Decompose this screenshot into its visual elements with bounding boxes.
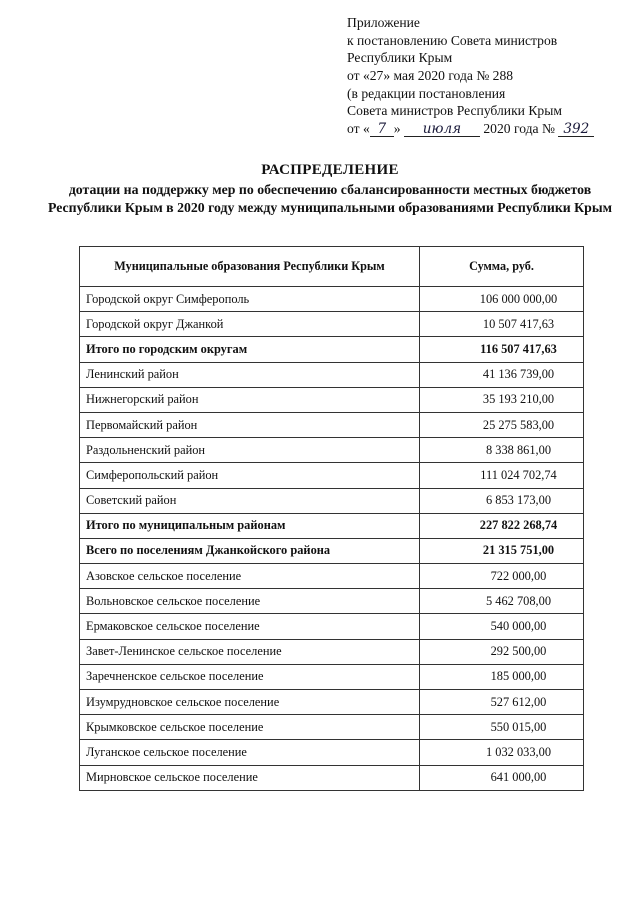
amount-cell: 10 507 417,63 [420, 312, 584, 337]
amount-cell: 550 015,00 [420, 715, 584, 740]
table-row [80, 589, 584, 614]
amount-cell: 116 507 417,63 [420, 337, 584, 362]
municipality-cell: Заречненское сельское поселение [80, 664, 420, 689]
amount-cell: 41 136 739,00 [420, 362, 584, 387]
amount-cell: 21 315 751,00 [420, 538, 584, 563]
municipality-cell: Вольновское сельское поселение [80, 589, 420, 614]
municipality-cell: Итого по городским округам [80, 337, 420, 362]
municipality-cell: Раздольненский район [80, 438, 420, 463]
header-amount: Сумма, руб. [420, 247, 584, 287]
municipality-cell: Городской округ Симферополь [80, 287, 420, 312]
table-row [80, 438, 584, 463]
date-prefix: от « [347, 121, 370, 137]
table-row [80, 740, 584, 765]
table-row [80, 715, 584, 740]
municipality-cell: Крымковское сельское поселение [80, 715, 420, 740]
document-subtitle: дотации на поддержку мер по обеспечению сбалансированности местных бюджетов Республики Крым в 2020 году между муниципальными образованиями Республики Крым [47, 182, 613, 215]
table-body [80, 287, 584, 791]
table-row [80, 463, 584, 488]
appendix-line: от «27» мая 2020 года № 288 [347, 68, 514, 84]
table-row [80, 639, 584, 664]
table-row [80, 614, 584, 639]
amount-cell: 5 462 708,00 [420, 589, 584, 614]
amount-cell: 111 024 702,74 [420, 463, 584, 488]
table-row [80, 513, 584, 538]
amount-cell: 6 853 173,00 [420, 488, 584, 513]
municipality-cell: Итого по муниципальным районам [80, 513, 420, 538]
document-title: РАСПРЕДЕЛЕНИЕ [261, 162, 399, 178]
header-municipality: Муниципальные образования Республики Крым [80, 247, 420, 287]
date-mid: » [393, 121, 404, 137]
municipality-cell: Ермаковское сельское поселение [80, 614, 420, 639]
table-row [80, 362, 584, 387]
municipality-cell: Советский район [80, 488, 420, 513]
table-row [80, 564, 584, 589]
municipality-cell: Ленинский район [80, 362, 420, 387]
municipality-cell: Луганское сельское поселение [80, 740, 420, 765]
table-row [80, 765, 584, 790]
table-row [80, 312, 584, 337]
table-header-row [80, 247, 584, 287]
municipality-cell: Мирновское сельское поселение [80, 765, 420, 790]
amount-cell: 722 000,00 [420, 564, 584, 589]
amount-cell: 292 500,00 [420, 639, 584, 664]
table-row [80, 538, 584, 563]
appendix-block [347, 14, 627, 138]
table-row [80, 488, 584, 513]
amount-cell: 35 193 210,00 [420, 387, 584, 412]
municipality-cell: Нижнегорский район [80, 387, 420, 412]
appendix-line: к постановлению Совета министров [347, 32, 558, 48]
date-suffix: 2020 года № [479, 121, 559, 137]
amount-cell: 106 000 000,00 [420, 287, 584, 312]
municipality-cell: Завет-Ленинское сельское поселение [80, 639, 420, 664]
municipality-cell: Первомайский район [80, 412, 420, 437]
appendix-line: Совета министров Республики Крым [347, 103, 562, 119]
amount-cell: 540 000,00 [420, 614, 584, 639]
amount-cell: 8 338 861,00 [420, 438, 584, 463]
municipality-cell: Изумрудновское сельское поселение [80, 690, 420, 715]
table-row [80, 690, 584, 715]
handwritten-day: 7 [370, 122, 394, 137]
handwritten-number: 392 [558, 122, 594, 137]
municipality-cell: Азовское сельское поселение [80, 564, 420, 589]
table-row [80, 664, 584, 689]
amount-cell: 25 275 583,00 [420, 412, 584, 437]
municipality-cell: Всего по поселениям Джанкойского района [80, 538, 420, 563]
table-row [80, 337, 584, 362]
table-row [80, 287, 584, 312]
appendix-line: Приложение [347, 15, 420, 30]
appendix-line: Республики Крым [347, 50, 453, 66]
amount-cell: 1 032 033,00 [420, 740, 584, 765]
table-row [80, 412, 584, 437]
amount-cell: 641 000,00 [420, 765, 584, 790]
amendment-date-line [347, 120, 627, 138]
municipality-cell: Симферопольский район [80, 463, 420, 488]
municipality-cell: Городской округ Джанкой [80, 312, 420, 337]
amount-cell: 227 822 268,74 [420, 513, 584, 538]
appendix-line: (в редакции постановления [347, 85, 506, 101]
table-row [80, 387, 584, 412]
distribution-table [79, 246, 584, 791]
amount-cell: 527 612,00 [420, 690, 584, 715]
amount-cell: 185 000,00 [420, 664, 584, 689]
handwritten-month: июля [404, 122, 480, 137]
